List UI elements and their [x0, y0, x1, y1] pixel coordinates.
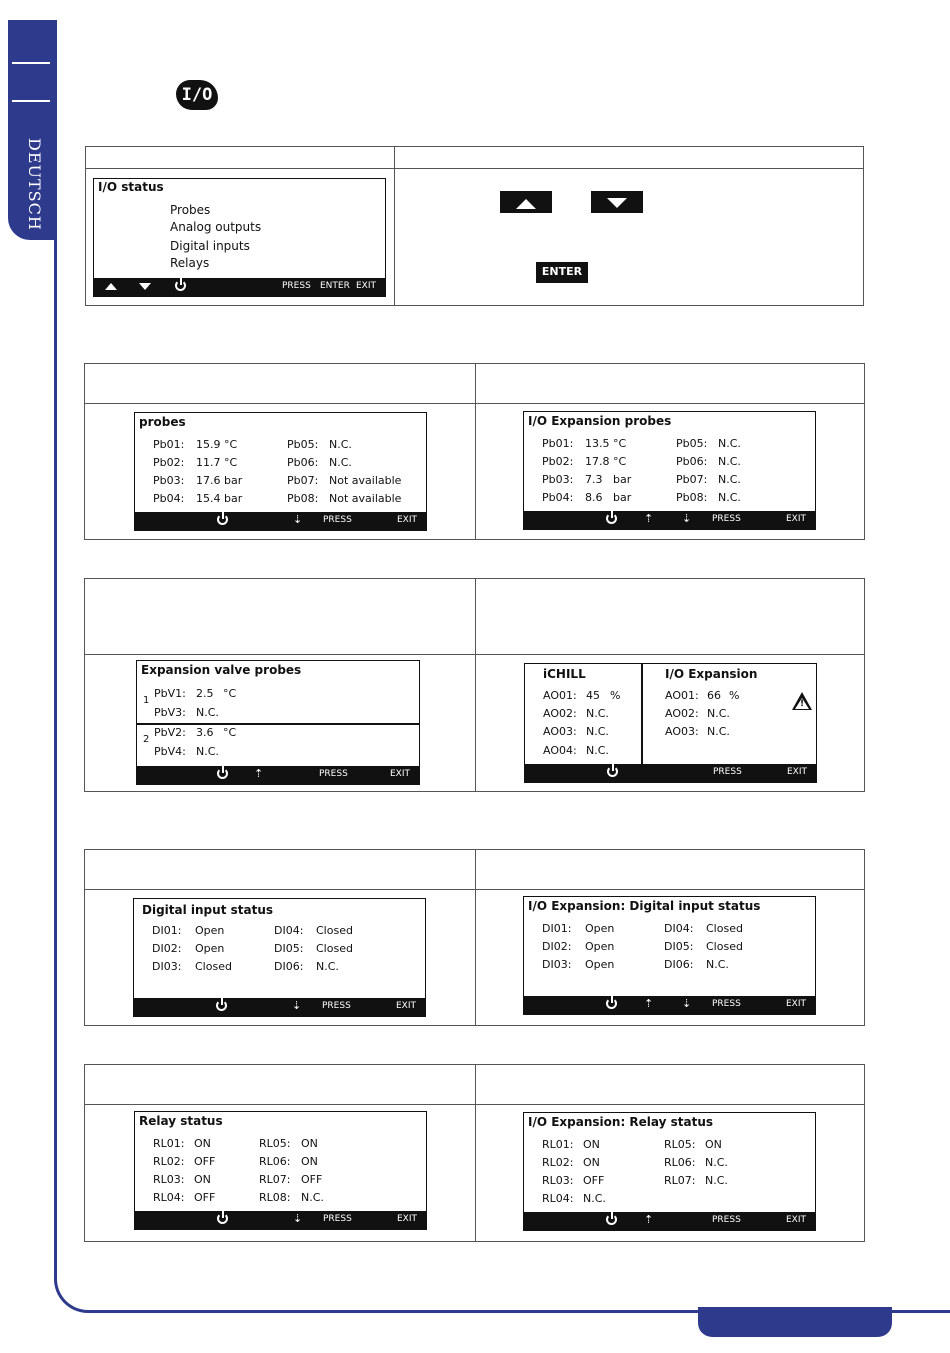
expansion-probes-screen	[523, 411, 816, 530]
relay-value: ON	[301, 1155, 318, 1168]
probe-label: PbV2:	[154, 726, 186, 739]
down-double-arrow-icon: ⇣	[293, 1212, 303, 1225]
di-label: DI06:	[664, 958, 694, 971]
screen-footer	[524, 996, 815, 1014]
power-icon	[217, 768, 228, 779]
ichill-title: iCHILL	[543, 667, 586, 681]
ao-value: N.C.	[707, 725, 730, 738]
valve-group-number: 2	[143, 734, 150, 745]
probe-unit: °C	[613, 437, 627, 450]
probe-value: N.C.	[329, 438, 352, 451]
relay-label: RL05:	[259, 1137, 291, 1150]
analog-outputs-screen	[524, 663, 817, 783]
io-key-icon: I/O	[176, 80, 218, 110]
relay-label: RL04:	[542, 1192, 574, 1205]
screen-footer	[524, 511, 815, 529]
press-label: PRESS	[322, 1001, 351, 1011]
di-label: DI03:	[152, 960, 182, 973]
probe-value: N.C.	[718, 437, 741, 450]
probe-unit: °C	[224, 456, 238, 469]
menu-item-relays[interactable]: Relays	[170, 256, 210, 270]
probe-value: 8.6	[585, 491, 603, 504]
di-label: DI04:	[664, 922, 694, 935]
enter-key[interactable]: ENTER	[536, 262, 588, 283]
probe-unit: °C	[224, 438, 238, 451]
di-label: DI05:	[664, 940, 694, 953]
power-icon	[217, 514, 228, 525]
power-icon	[606, 513, 617, 524]
exit-label: EXIT	[397, 515, 418, 525]
di-value: N.C.	[706, 958, 729, 971]
down-arrow-icon	[139, 283, 151, 290]
probe-value: 17.6	[196, 474, 221, 487]
press-label: PRESS	[712, 1215, 741, 1225]
screen-footer	[94, 278, 385, 296]
exit-label: EXIT	[786, 1215, 807, 1225]
relay-value: ON	[194, 1173, 211, 1186]
down-double-arrow-icon: ⇣	[293, 513, 303, 526]
relay-value: ON	[301, 1137, 318, 1150]
di-value: N.C.	[316, 960, 339, 973]
press-label: PRESS	[323, 515, 352, 525]
probe-value: N.C.	[196, 706, 219, 719]
down-double-arrow-icon: ⇣	[682, 512, 692, 525]
down-key[interactable]	[591, 191, 643, 213]
relay-value: N.C.	[705, 1174, 728, 1187]
relay-label: RL07:	[259, 1173, 291, 1186]
di-label: DI05:	[274, 942, 304, 955]
up-arrow-icon	[105, 283, 117, 290]
di-value: Open	[195, 942, 225, 955]
probe-unit: bar	[613, 491, 632, 504]
group-divider	[137, 723, 419, 725]
relay-value: N.C.	[301, 1191, 324, 1204]
down-arrow-icon	[607, 198, 627, 208]
probe-value: N.C.	[329, 456, 352, 469]
di-value: Closed	[316, 924, 353, 937]
probe-label: Pb02:	[542, 455, 574, 468]
ao-label: AO02:	[665, 707, 699, 720]
probe-value: 11.7	[196, 456, 221, 469]
probe-unit: °C	[223, 726, 237, 739]
probe-label: Pb05:	[287, 438, 319, 451]
ao-value: N.C.	[707, 707, 730, 720]
probe-label: Pb06:	[287, 456, 319, 469]
probe-label: Pb07:	[676, 473, 708, 486]
valve-probes-screen	[136, 660, 420, 785]
exit-label: EXIT	[356, 281, 377, 291]
probe-unit: bar	[224, 474, 243, 487]
ao-unit: %	[610, 689, 621, 702]
probe-label: PbV3:	[154, 706, 186, 719]
ao-label: AO03:	[665, 725, 699, 738]
exit-label: EXIT	[786, 999, 807, 1009]
ao-value: N.C.	[586, 725, 609, 738]
language-label: DEUTSCH	[25, 138, 44, 231]
probe-label: PbV4:	[154, 745, 186, 758]
press-label: PRESS	[282, 281, 311, 291]
di-value: Closed	[316, 942, 353, 955]
di-value: Closed	[195, 960, 232, 973]
screen-footer	[135, 1211, 426, 1229]
screen-title: Relay status	[139, 1114, 223, 1128]
menu-item-probes[interactable]: Probes	[170, 203, 211, 217]
probe-label: Pb03:	[153, 474, 185, 487]
relay-label: RL03:	[153, 1173, 185, 1186]
di-label: DI01:	[542, 922, 572, 935]
power-icon	[607, 766, 618, 777]
relay-value: ON	[583, 1156, 600, 1169]
probe-unit: °C	[223, 687, 237, 700]
probe-label: PbV1:	[154, 687, 186, 700]
relay-label: RL02:	[542, 1156, 574, 1169]
di-label: DI04:	[274, 924, 304, 937]
relay-label: RL01:	[153, 1137, 185, 1150]
relay-value: N.C.	[705, 1156, 728, 1169]
ao-value: N.C.	[586, 744, 609, 757]
ao-value: 66	[707, 689, 721, 702]
di-value: Open	[195, 924, 225, 937]
probe-unit: bar	[224, 492, 243, 505]
probe-label: Pb04:	[542, 491, 574, 504]
relay-label: RL01:	[542, 1138, 574, 1151]
exit-label: EXIT	[397, 1214, 418, 1224]
probe-value: Not available	[329, 474, 402, 487]
relay-label: RL07:	[664, 1174, 696, 1187]
probe-label: Pb01:	[153, 438, 185, 451]
ao-label: AO01:	[665, 689, 699, 702]
probe-label: Pb01:	[542, 437, 574, 450]
relay-label: RL02:	[153, 1155, 185, 1168]
enter-label: ENTER	[320, 281, 350, 291]
up-arrow-icon	[516, 199, 536, 209]
up-key[interactable]	[500, 191, 552, 213]
probe-value: Not available	[329, 492, 402, 505]
relay-value: OFF	[194, 1155, 216, 1168]
probe-value: N.C.	[196, 745, 219, 758]
probe-value: 13.5	[585, 437, 610, 450]
digital-input-screen	[133, 898, 426, 1017]
exit-label: EXIT	[396, 1001, 417, 1011]
relay-status-screen	[134, 1111, 427, 1230]
screen-footer	[135, 512, 426, 530]
press-label: PRESS	[713, 767, 742, 777]
power-icon	[217, 1213, 228, 1224]
probe-label: Pb05:	[676, 437, 708, 450]
probe-value: 15.9	[196, 438, 221, 451]
ao-label: AO01:	[543, 689, 577, 702]
ao-label: AO02:	[543, 707, 577, 720]
column-divider	[641, 664, 643, 764]
expansion-relay-status-screen	[523, 1112, 816, 1231]
up-double-arrow-icon: ⇡	[644, 997, 654, 1010]
press-label: PRESS	[323, 1214, 352, 1224]
probe-label: Pb04:	[153, 492, 185, 505]
press-label: PRESS	[712, 999, 741, 1009]
screen-title: I/O status	[98, 180, 164, 194]
power-icon	[175, 280, 186, 291]
relay-value: OFF	[583, 1174, 605, 1187]
power-icon	[606, 998, 617, 1009]
ao-value: 45	[586, 689, 600, 702]
relay-value: OFF	[194, 1191, 216, 1204]
up-double-arrow-icon: ⇡	[254, 767, 264, 780]
language-side-tab	[8, 20, 54, 240]
io-status-screen	[93, 178, 386, 297]
exit-label: EXIT	[787, 767, 808, 777]
relay-label: RL06:	[664, 1156, 696, 1169]
down-double-arrow-icon: ⇣	[292, 999, 302, 1012]
probe-label: Pb06:	[676, 455, 708, 468]
probes-screen	[134, 412, 427, 531]
probe-label: Pb07:	[287, 474, 319, 487]
ao-label: AO03:	[543, 725, 577, 738]
menu-item-digital-inputs[interactable]: Digital inputs	[170, 239, 250, 253]
screen-footer	[524, 1212, 815, 1230]
menu-item-analog-outputs[interactable]: Analog outputs	[170, 220, 262, 234]
probe-label: Pb02:	[153, 456, 185, 469]
screen-title: Expansion valve probes	[141, 663, 302, 677]
relay-label: RL05:	[664, 1138, 696, 1151]
di-label: DI06:	[274, 960, 304, 973]
di-value: Open	[585, 958, 615, 971]
probe-value: 7.3	[585, 473, 603, 486]
valve-group-number: 1	[143, 695, 150, 706]
tab-divider	[12, 100, 50, 102]
di-label: DI02:	[542, 940, 572, 953]
probe-unit: bar	[613, 473, 632, 486]
ao-value: N.C.	[586, 707, 609, 720]
relay-label: RL04:	[153, 1191, 185, 1204]
press-label: PRESS	[712, 514, 741, 524]
down-double-arrow-icon: ⇣	[682, 997, 692, 1010]
relay-value: ON	[194, 1137, 211, 1150]
exit-label: EXIT	[786, 514, 807, 524]
probe-value: N.C.	[718, 491, 741, 504]
di-value: Closed	[706, 922, 743, 935]
di-value: Open	[585, 922, 615, 935]
press-label: PRESS	[319, 769, 348, 779]
ao-label: AO04:	[543, 744, 577, 757]
expansion-title: I/O Expansion	[665, 667, 758, 681]
di-value: Closed	[706, 940, 743, 953]
page-number-tab	[698, 1307, 892, 1337]
probe-value: 17.8	[585, 455, 610, 468]
up-double-arrow-icon: ⇡	[644, 1213, 654, 1226]
power-icon	[606, 1214, 617, 1225]
relay-value: ON	[583, 1138, 600, 1151]
screen-footer	[134, 998, 425, 1016]
probe-value: N.C.	[718, 473, 741, 486]
ao-unit: %	[729, 689, 740, 702]
di-label: DI02:	[152, 942, 182, 955]
relay-label: RL06:	[259, 1155, 291, 1168]
relay-label: RL08:	[259, 1191, 291, 1204]
relay-value: ON	[705, 1138, 722, 1151]
up-double-arrow-icon: ⇡	[644, 512, 654, 525]
tab-divider	[12, 62, 50, 64]
relay-value: OFF	[301, 1173, 323, 1186]
probe-value: 3.6	[196, 726, 214, 739]
screen-title: probes	[139, 415, 186, 429]
probe-value: 2.5	[196, 687, 214, 700]
di-value: Open	[585, 940, 615, 953]
screen-title: Digital input status	[142, 903, 274, 917]
screen-footer	[525, 764, 816, 782]
relay-value: N.C.	[583, 1192, 606, 1205]
di-label: DI03:	[542, 958, 572, 971]
probe-label: Pb08:	[676, 491, 708, 504]
power-icon	[216, 1000, 227, 1011]
expansion-digital-input-screen	[523, 896, 816, 1015]
di-label: DI01:	[152, 924, 182, 937]
relay-label: RL03:	[542, 1174, 574, 1187]
exit-label: EXIT	[390, 769, 411, 779]
screen-title: I/O Expansion: Digital input status	[528, 899, 761, 913]
probe-value: N.C.	[718, 455, 741, 468]
screen-title: I/O Expansion: Relay status	[528, 1115, 714, 1129]
probe-label: Pb03:	[542, 473, 574, 486]
probe-value: 15.4	[196, 492, 221, 505]
screen-title: I/O Expansion probes	[528, 414, 672, 428]
screen-footer	[137, 766, 419, 784]
probe-unit: °C	[613, 455, 627, 468]
probe-label: Pb08:	[287, 492, 319, 505]
